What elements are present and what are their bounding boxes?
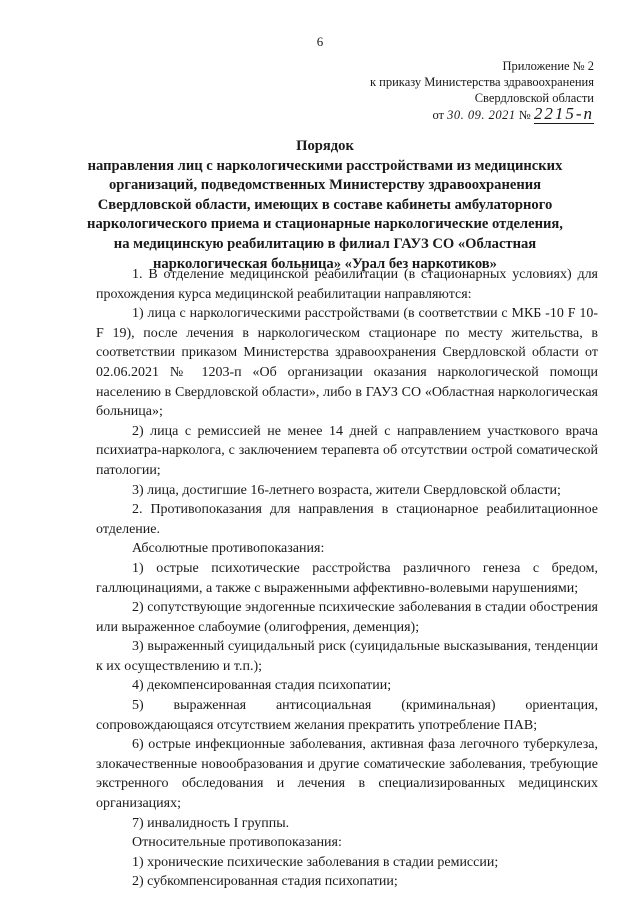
title-heading: Порядок [296, 138, 354, 154]
title-line: Свердловской области, имеющих в составе кабинеты амбулаторного [97, 196, 553, 213]
relative-contraindication-1: 1) хронические психические заболевания в стадии ремиссии; [132, 854, 499, 870]
absolute-contraindication-6: 6) острые инфекционные заболевания, активная фаза легочного туберкулеза, злокачественные новообразования и другие соматические заболевания, требующие экстренного обследования и лечения в специализированных медицинских организациях; [96, 737, 598, 812]
annex-date-line [432, 106, 594, 123]
relative-contraindication-2: 2) субкомпенсированная стадия психопатии; [132, 874, 398, 890]
paragraph-2: 2. Противопоказания для направления в стационарное реабилитационное отделение. [96, 502, 598, 537]
absolute-contraindications-heading: Абсолютные противопоказания: [132, 541, 325, 557]
title-line: направления лиц с наркологическими расстройствами из медицинских [87, 157, 563, 174]
paragraph-1-item-1: 1) лица с наркологическими расстройствами (в соответствии с МКБ -10 F 10-F 19), после лечения в наркологическом стационаре по месту жительства, в соответствии приказом Министерства здравоохранения Свердловской области от 02.06.2021 № 1203-п «Об организации оказания наркологической помощи населению в Свердловской области», либо в ГАУЗ СО «Областная наркологическая больница»; [96, 306, 598, 420]
title-line: наркологического приема и стационарные наркологические отделения, [87, 216, 563, 233]
handwritten-date: 30. 09. 2021 [447, 108, 516, 122]
absolute-contraindication-1: 1) острые психотические расстройства различного генеза с бредом, галлюцинациями, а также с выраженными аффективно-волевыми нарушениями; [96, 560, 598, 596]
document-body [96, 265, 598, 892]
number-prefix: № [518, 108, 531, 122]
title-line: организаций, подведомственных Министерству здравоохранения [108, 177, 542, 194]
annex-line-1: Приложение № 2 [502, 59, 594, 73]
absolute-contraindication-2: 2) сопутствующие эндогенные психические заболевания в стадии обострения или выраженное слабоумие (олигофрения, деменция); [96, 600, 598, 635]
date-prefix: от [432, 108, 445, 122]
paragraph-1-item-3: 3) лица, достигшие 16-летнего возраста, жители Свердловской области; [132, 482, 561, 498]
absolute-contraindication-7: 7) инвалидность I группы. [132, 815, 290, 831]
paragraph-1: 1. В отделение медицинской реабилитации (в стационарных условиях) для прохождения курса медицинской реабилитации направляются: [96, 267, 598, 302]
annex-block [304, 58, 594, 123]
annex-line-3: Свердловской области [474, 91, 594, 105]
absolute-contraindication-5: 5) выраженная антисоциальная (криминальная) ориентация, сопровождающаяся отсутствием желания прекратить употребление ПАВ; [96, 698, 598, 733]
page-number: 6 [316, 34, 324, 49]
handwritten-order-number: 2215-п [533, 104, 594, 123]
document-title [80, 137, 570, 274]
title-line: на медицинскую реабилитацию в филиал ГАУЗ СО «Областная [113, 235, 537, 252]
paragraph-1-item-2: 2) лица с ремиссией не менее 14 дней с направлением участкового врача психиатра-нарколога, с заключением терапевта об отсутствии острой соматической патологии; [96, 423, 598, 478]
title-line: наркологическая больница» «Урал без наркотиков» [153, 255, 497, 272]
absolute-contraindication-4: 4) декомпенсированная стадия психопатии; [132, 678, 392, 694]
relative-contraindications-heading: Относительные противопоказания: [132, 835, 342, 851]
annex-line-2: к приказу Министерства здравоохранения [369, 75, 594, 89]
absolute-contraindication-3: 3) выраженный суицидальный риск (суицидальные высказывания, тенденции к их осуществлению и т.п.); [96, 639, 598, 674]
